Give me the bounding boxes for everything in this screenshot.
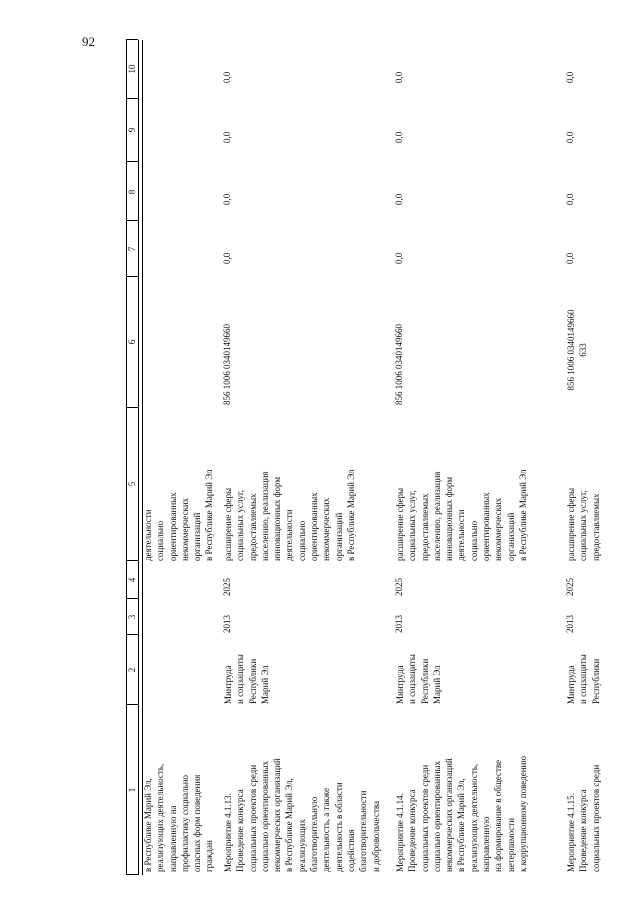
table-cell-end-year: 2025: [222, 578, 232, 596]
table-top-rule: [126, 40, 127, 875]
column-header-4: 4: [127, 577, 137, 583]
column-rule: [126, 704, 138, 705]
column-header-8: 8: [127, 189, 137, 195]
table-cell-budget-code: 856 1006 0340149660: [394, 324, 404, 405]
column-header-5: 5: [127, 481, 137, 487]
table-cell-value-8: 0,0: [222, 193, 232, 205]
column-rule: [126, 161, 138, 162]
table-cell-result: расширение сферы социальных услуг, предоставляемых населению, реализация инновационных форм деятельности социально ориентированных некоммерческих организаций в Республике Марий Эл: [395, 469, 528, 561]
column-rule: [126, 98, 138, 99]
table-cell-budget-code: 856 1006 0340149660 633: [566, 309, 589, 391]
header-bottom-rule: [138, 40, 139, 875]
column-header-1: 1: [127, 787, 137, 793]
column-header-6: 6: [127, 339, 137, 345]
column-rule: [126, 598, 138, 599]
column-header-3: 3: [127, 614, 137, 620]
table-cell-result: расширение сферы социальных услуг, предоставляемых населению, реализация инновационных форм деятельности социально ориентированных некоммерческих организаций в Республике Марий Эл: [223, 469, 356, 561]
table-cell-value-9: 0,0: [222, 131, 232, 143]
table-cell-value-7: 0,0: [394, 252, 404, 264]
table-cell-description: Мероприятие 4.1.13. Проведение конкурса социальных проектов среди социально ориентированных некоммерческих организаций в Республике Марий Эл, реализующих благотворительную деятельность, а также деятельность в области содействия благотворительности и добровольчества: [223, 758, 381, 872]
table-cell-value-7: 0,0: [565, 252, 575, 264]
column-header-7: 7: [127, 246, 137, 252]
table-cell-value-8: 0,0: [565, 193, 575, 205]
column-rule: [126, 220, 138, 221]
table-cell-description: Мероприятие 4.1.15. Проведение конкурса социальных проектов среди: [566, 764, 601, 872]
table-cell-result: деятельности социально ориентированных некоммерческих организаций в Республике Марий Эл: [143, 469, 215, 561]
table-cell-description: Мероприятие 4.1.14. Проведение конкурса социальных проектов среди социально ориентированных некоммерческих организаций в Республике Марий Эл, реализующих деятельность, направленную на формирование в обществе нетерпимости к коррупционному поведению: [395, 755, 528, 872]
column-rule: [126, 634, 138, 635]
table-cell-result: расширение сферы социальных услуг, предоставляемых: [566, 487, 601, 561]
table-cell-value-7: 0,0: [222, 252, 232, 264]
table-cell-start-year: 2013: [222, 615, 232, 633]
table-cell-value-10: 0,0: [222, 71, 232, 83]
column-rule: [126, 407, 138, 408]
table-cell-executor: Минтруда и соцзащиты Республики Марий Эл: [395, 654, 442, 704]
table-cell-end-year: 2025: [565, 578, 575, 596]
page-number: 92: [82, 34, 95, 49]
table-cell-start-year: 2013: [565, 615, 575, 633]
column-rule: [126, 39, 138, 40]
table-cell-description: в Республике Марий Эл, реализующих деятельность, направленную на профилактику социально опасных форм поведения граждан: [143, 763, 215, 872]
table-cell-budget-code: 856 1006 0340149660: [222, 324, 232, 405]
table-cell-executor: Минтруда и соцзащиты Республики: [566, 654, 601, 704]
table-cell-value-9: 0,0: [565, 131, 575, 143]
column-rule: [126, 874, 138, 875]
table-cell-value-10: 0,0: [394, 71, 404, 83]
table-cell-value-8: 0,0: [394, 193, 404, 205]
table-cell-value-9: 0,0: [394, 131, 404, 143]
table-cell-end-year: 2025: [394, 578, 404, 596]
table-cell-executor: Минтруда и соцзащиты Республики Марий Эл: [223, 654, 270, 704]
table-cell-start-year: 2013: [394, 615, 404, 633]
column-header-10: 10: [127, 64, 137, 74]
column-rule: [126, 560, 138, 561]
column-header-2: 2: [127, 667, 137, 673]
column-header-9: 9: [127, 127, 137, 133]
column-rule: [126, 276, 138, 277]
table-cell-value-10: 0,0: [565, 71, 575, 83]
